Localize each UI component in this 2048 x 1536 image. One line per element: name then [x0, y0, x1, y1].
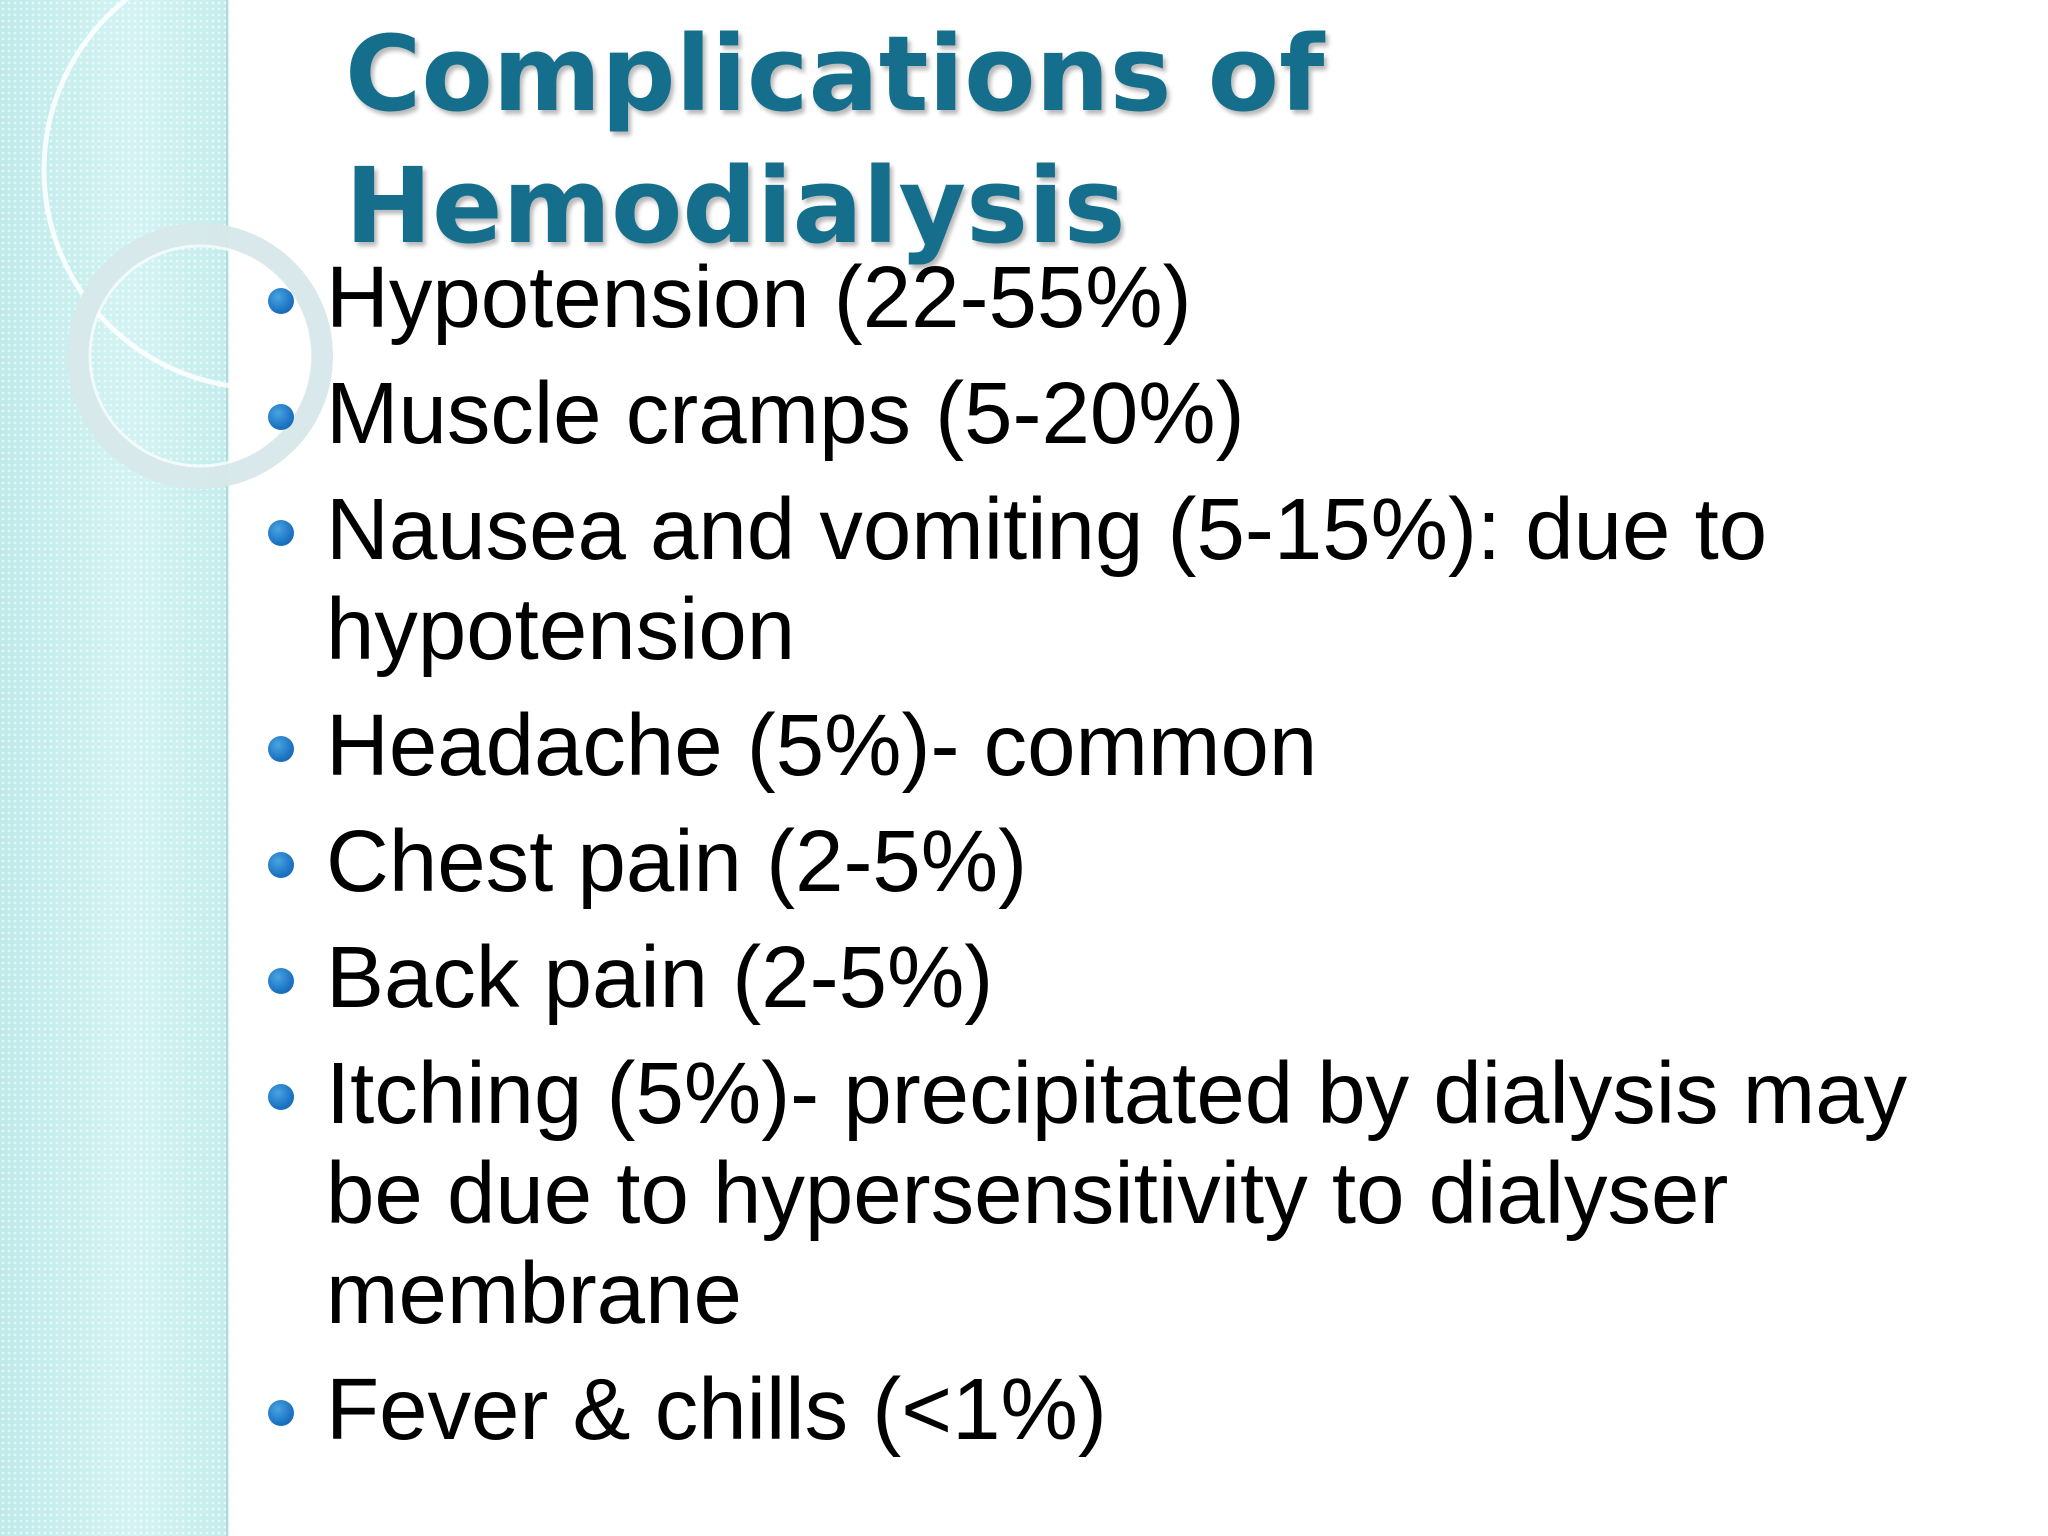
- bullet-dot-icon: [268, 968, 294, 994]
- bullet-dot-icon: [268, 736, 294, 762]
- bullet-item-headache: [0, 696, 2006, 796]
- bullet-text: Nausea and vomiting (5-15%): due to hypotension: [326, 481, 1768, 678]
- bullet-text: Fever & chills (<1%): [326, 1361, 1107, 1458]
- bullet-text: Itching (5%)- precipitated by dialysis may be due to hypersensitivity to dialyser membrane: [326, 1045, 1908, 1342]
- bullet-dot-icon: [268, 1084, 294, 1110]
- bullet-item-muscle-cramps: [0, 364, 2006, 464]
- bullet-text: Chest pain (2-5%): [326, 813, 1028, 910]
- bullet-dot-icon: [268, 288, 294, 314]
- slide-title-line-1: Complications of: [345, 13, 1325, 135]
- bullet-item-hypotension: [0, 248, 2006, 348]
- slide-title: [345, 8, 1324, 272]
- bullet-text: Headache (5%)- common: [326, 697, 1318, 794]
- bullet-text: Hypotension (22-55%): [326, 249, 1192, 346]
- bullet-dot-icon: [268, 520, 294, 546]
- bullet-item-itching: [0, 1044, 2006, 1344]
- bullet-item-nausea-vomiting: [0, 480, 2006, 680]
- bullet-list: [0, 248, 2048, 1476]
- bullet-text: Muscle cramps (5-20%): [326, 365, 1245, 462]
- slide-title-line-2: Hemodialysis: [345, 145, 1126, 267]
- bullet-item-fever-chills: [0, 1360, 2006, 1460]
- bullet-dot-icon: [268, 404, 294, 430]
- bullet-item-back-pain: [0, 928, 2006, 1028]
- bullet-dot-icon: [268, 1400, 294, 1426]
- bullet-text: Back pain (2-5%): [326, 929, 994, 1026]
- bullet-dot-icon: [268, 852, 294, 878]
- bullet-item-chest-pain: [0, 812, 2006, 912]
